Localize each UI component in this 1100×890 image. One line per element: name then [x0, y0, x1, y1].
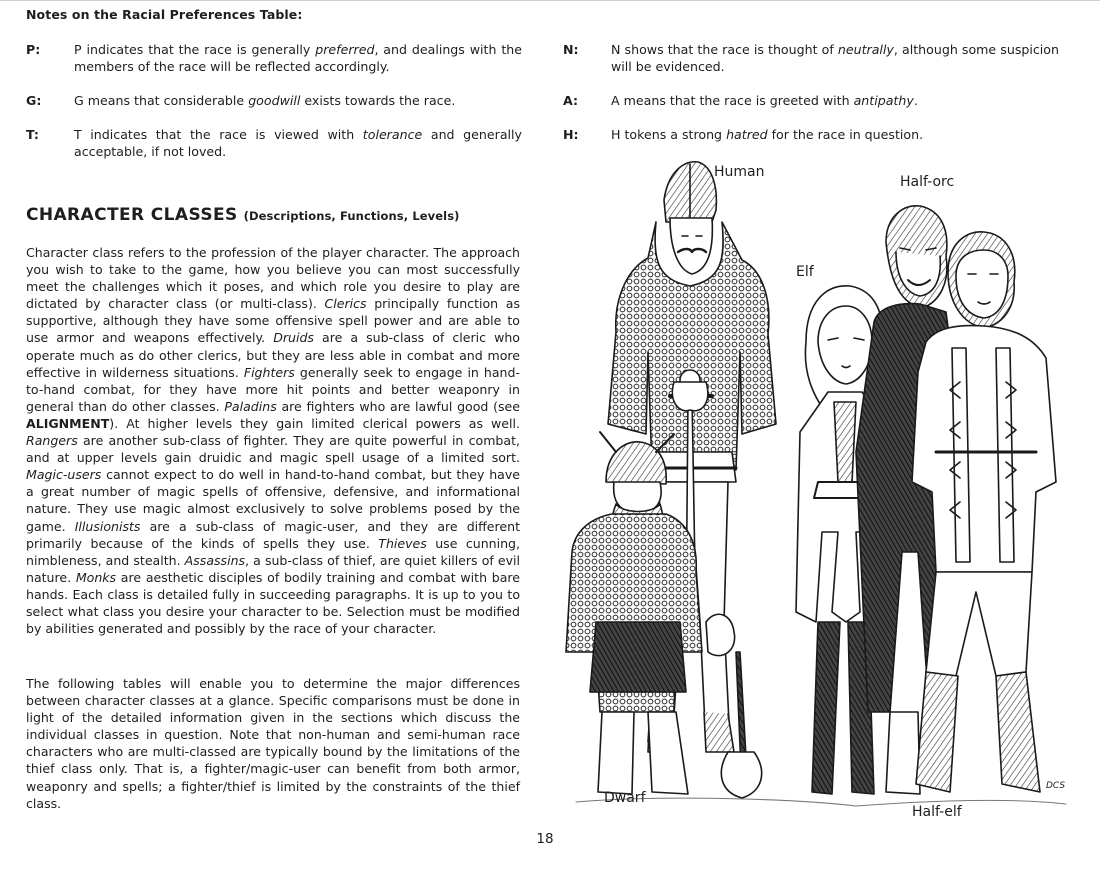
text-run: are a sub-class of magic-user, and they are different primarily because of the kinds of spells they use. — [26, 518, 521, 551]
label-dwarf: Dwarf — [604, 790, 646, 806]
text-run: ). At higher levels they gain limited clerical powers as well. — [109, 415, 520, 431]
label-elf: Elf — [796, 264, 814, 280]
class-name: Rangers — [26, 433, 78, 449]
class-name: Assassins — [184, 552, 246, 568]
class-name: Druids — [273, 330, 314, 346]
text-run: are a sub-class of cleric who operate much as do other clerics, but they are less able in combat and more effective in wilderness situations. — [26, 330, 520, 380]
label-half-elf: Half-elf — [912, 804, 962, 820]
text-run: Character class refers to the profession of the player character. The approach you wish to take to the game, how you believe you can most successfully meet the challenges which it poses, and which role you desire to play are dictated by character class (or multi-class). — [26, 245, 520, 312]
text-run: use cunning, nimbleness, and stealth. — [26, 535, 520, 568]
text-run: are another sub-class of fighter. They are quite powerful in combat, and at upper levels gain druidic and magic spell usage of a limited sort. — [26, 433, 520, 466]
note-letter: P: — [26, 42, 41, 57]
note-letter: A: — [563, 93, 579, 108]
note-text: H tokens a strong hatred for the race in question. — [611, 127, 924, 142]
page-number: 18 — [536, 831, 554, 847]
body-paragraph-tables: The following tables will enable you to determine the major differences between character classes at a glance. Specific comparisons must be done in light of the detailed information given in the sections which discuss the individual classes in question. Note that non-human and semi-human race characters who are multi-classed are typically bound by the limitations of the thief class only. That is, a fighter/magic-user can benefit from both armor, weaponry and spells; a fighter/thief is limited by the constraints of the thief class. — [26, 676, 520, 811]
class-name: Paladins — [224, 398, 277, 414]
class-name: Magic-users — [26, 467, 102, 483]
body-paragraph-classes — [26, 244, 520, 637]
artist-signature: DCS — [1046, 781, 1066, 791]
class-name: Thieves — [378, 535, 427, 551]
class-name: Monks — [75, 569, 117, 585]
note-text: G means that considerable goodwill exists towards the race. — [74, 93, 456, 108]
note-text: N shows that the race is thought of neutrally, although some suspicion will be evidenced. — [611, 42, 1059, 74]
top-rule — [0, 0, 1100, 1]
text-run: cannot expect to do well in hand-to-hand combat, but they have a great number of magic spells of offensive, defensive, and informational nature. They use magic almost exclusively to solve problems posed by the game. — [26, 467, 520, 534]
note-letter: N: — [563, 42, 579, 57]
note-letter: H: — [563, 127, 579, 142]
text-run: are aesthetic disciples of bodily training and combat with bare hands. Each class is detailed fully in succeeding paragraphs. It is up to you to select what class you desire your character to be. Selection must be modified by abilities generated and possibly by the race of your character. — [26, 569, 520, 637]
class-name: Illusionists — [74, 518, 141, 534]
text-run: , a sub-class of thief, are quiet killers of evil nature. — [26, 552, 520, 585]
note-text: P indicates that the race is generally preferred, and dealings with the members of the race will be reflected accordingly. — [74, 42, 522, 74]
cross-reference: ALIGNMENT — [26, 415, 110, 431]
text-run: principally function as supportive, although they have some offensive spell power and are able to use armor and weapons effectively. — [26, 296, 520, 346]
note-text: A means that the race is greeted with antipathy. — [611, 93, 918, 108]
section-subtitle: (Descriptions, Functions, Levels) — [243, 209, 460, 223]
character-races-illustration — [556, 152, 1076, 822]
text-run: generally seek to engage in hand-to-hand combat, for they have more hit points and better weaponry in general than do other classes. — [26, 364, 520, 414]
section-title — [26, 205, 460, 225]
class-name: Fighters — [243, 364, 295, 380]
note-letter: T: — [26, 127, 39, 142]
label-human: Human — [714, 164, 765, 180]
class-name: Clerics — [324, 296, 367, 312]
notes-heading: Notes on the Racial Preferences Table: — [26, 7, 303, 22]
text-run: are fighters who are lawful good (see — [276, 398, 520, 414]
note-letter: G: — [26, 93, 42, 108]
note-text: T indicates that the race is viewed with tolerance and generally acceptable, if not loved. — [74, 127, 522, 159]
label-half-orc: Half-orc — [900, 174, 955, 190]
section-title-text: CHARACTER CLASSES — [26, 205, 238, 225]
